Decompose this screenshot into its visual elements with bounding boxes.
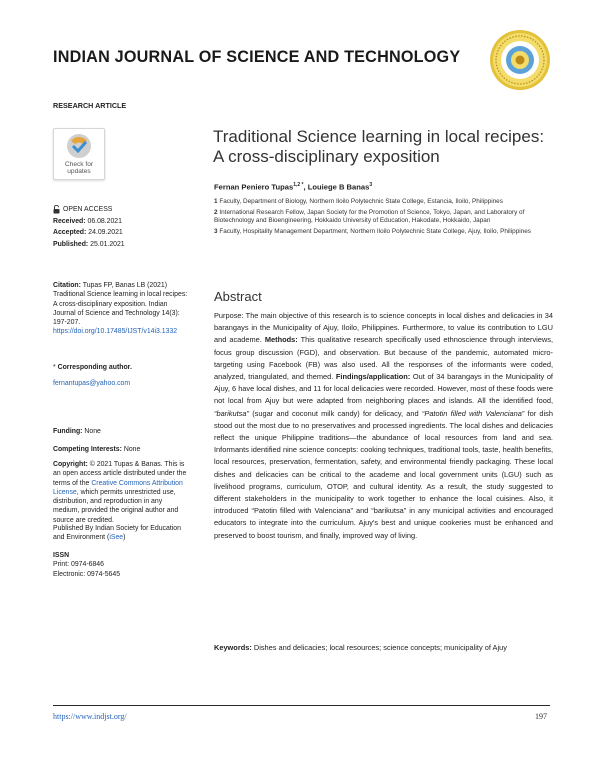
author-2-affiliation: 3 xyxy=(369,182,373,188)
citation-label: Citation: xyxy=(53,282,81,289)
publisher-text: Published By Indian Society for Education and Environment ( xyxy=(53,525,181,542)
affiliation-item: 1 Faculty, Department of Biology, Northern Iloilo Polytechnic State College, Estancia, Iloilo, Philippines xyxy=(214,198,503,205)
crossmark-label-line2: updates xyxy=(67,168,91,176)
published-date: 25.01.2021 xyxy=(90,240,125,248)
isee-link[interactable]: iSee xyxy=(109,534,124,542)
corresponding-author-block xyxy=(53,363,188,389)
methods-label: Methods: xyxy=(264,335,298,345)
abstract-heading: Abstract xyxy=(214,289,262,304)
journal-title: INDIAN JOURNAL OF SCIENCE AND TECHNOLOGY xyxy=(53,48,461,66)
findings-label: Findings/application: xyxy=(335,372,411,382)
open-access-row xyxy=(53,205,188,214)
article-title: Traditional Science learning in local recipes: A cross-disciplinary exposition xyxy=(213,127,545,166)
issn-print: Print: 0974-6846 xyxy=(53,561,104,569)
corresponding-marker: * xyxy=(53,364,56,371)
footer-divider xyxy=(53,705,550,706)
keywords-block xyxy=(214,642,553,654)
abstract-purpose: Purpose: The main objective of this research is to science concepts in local dishes and delicacies in 34 barangays in the Municipality of Ajuy, Iloilo, Philippines. Furthermore, to value its contribution to LGU and academe. xyxy=(214,311,553,345)
patotin-term: “Patotin filled with Valenciana” xyxy=(421,408,525,418)
competing-value: None xyxy=(123,446,141,453)
affiliations-list xyxy=(214,198,554,239)
issn-block xyxy=(53,551,188,579)
abstract-findings-2: (sugar and coconut milk candy) for delicacy, and xyxy=(252,408,419,418)
affiliation-item: 2 International Research Fellow, Japan Society for the Promotion of Science, Tokyo, Japan, and Laboratory of Biotechnology and Bioengineering, Hokkaido University of Education, Hakodate, Hokkaido, Japan xyxy=(214,208,525,225)
funding-value: None xyxy=(84,428,101,435)
received-label: Received: xyxy=(53,218,86,225)
journal-seal-logo xyxy=(489,29,551,91)
barikutsa-term: “barikutsa” xyxy=(214,408,249,418)
crossmark-icon xyxy=(54,130,104,162)
corresponding-email-link[interactable]: fernantupas@yahoo.com xyxy=(53,380,131,388)
copyright-block xyxy=(53,460,188,525)
published-label: Published: xyxy=(53,240,89,248)
author-2: Louiege B Banas xyxy=(307,182,370,192)
issn-electronic: Electronic: 0974-5645 xyxy=(53,570,121,578)
issn-label: ISSN xyxy=(53,552,70,559)
author-separator: , xyxy=(303,182,308,192)
competing-interests-line xyxy=(53,445,188,454)
abstract-methods: This qualitative research specifically used ethnoscience through interviews, focus group discussion (FGD), and observation. But because of the pandemic, automated micro-targeting using Facebook (FB) was also used. All the responses of the informants were coded, analyzed, triangulated, and themed. xyxy=(214,335,553,382)
abstract-findings-1: Out of 34 barangays in the Municipality of Ajuy, 6 have local dishes, and 11 for local delicacies were recorded. However, most of these foods were not local from Ajuy but were adapted from neighboring places and islands. All the identified food, xyxy=(214,372,553,406)
copyright-text-2: , which permits unrestricted use, distribution, and reproduction in any medium, provided the original author and source are credited. xyxy=(53,488,179,524)
article-dates xyxy=(53,217,188,251)
open-lock-icon xyxy=(53,205,60,214)
author-1-affiliation: 1,2 * xyxy=(293,182,304,188)
publisher-close: ) xyxy=(123,534,126,542)
copyright-label: Copyright: xyxy=(53,461,88,468)
keywords-label: Keywords: xyxy=(214,643,252,652)
citation-text: Tupas FP, Banas LB (2021) Traditional Science learning in local recipes: A cross-disciplinary exposition. Indian Journal of Science and Technology 14(3): 197-207. xyxy=(53,282,188,327)
funding-label: Funding: xyxy=(53,428,83,435)
competing-label: Competing Interests: xyxy=(53,446,122,453)
copyright-text-1: © 2021 Tupas & Banas. This is an open access article distributed under the terms of the xyxy=(53,461,187,487)
open-access-label: OPEN ACCESS xyxy=(63,206,113,213)
funding-line xyxy=(53,427,188,436)
article-type: RESEARCH ARTICLE xyxy=(53,101,127,110)
author-line xyxy=(214,182,372,192)
affiliation-item: 3 Faculty, Hospitality Management Department, Northern Iloilo Polytechnic State College, Ajuy, Iloilo, Philippines xyxy=(214,228,531,236)
abstract-findings-3: for dish stood out the most due to no preservatives and processed ingredients. The local dishes and delicacies reflect the unique Philippine traditions—the abundance of local resources from land and sea. Informants identified nine science concepts: cooking techniques, traditional tools, taste, health benefits, local resources, preservation, fermentation, safety, and environmental friendly packaging. These local dishes and delicacies can be critical to the academe and local government units (LGU) such as livelihood programs, curriculum, OTOP, and cultural identity. As a result, the study suggested to different stakeholders in the municipality to work together to enhance the local cuisines. Also, it introduced “Patotin filled with Valenciana” and “barikutsa” in any municipal activities and encouraged educators to integrate into the curriculum. Ajuy's best and unique cookeries must be enhanced and preserved to boost tourism, and finally, improved way of living. xyxy=(214,408,553,540)
check-for-updates-badge[interactable] xyxy=(53,128,105,180)
citation-block xyxy=(53,281,188,337)
keywords-text: Dishes and delicacies; local resources; science concepts; municipality of Ajuy xyxy=(253,643,507,652)
author-1: Fernan Peniero Tupas xyxy=(214,182,294,192)
accepted-label: Accepted: xyxy=(53,229,87,237)
corresponding-label: Corresponding author. xyxy=(57,364,132,371)
publisher-line xyxy=(53,524,188,543)
crossmark-label-line1: Check for xyxy=(64,161,94,168)
accepted-date: 24.09.2021 xyxy=(88,229,123,237)
footer-journal-link[interactable]: https://www.indjst.org/ xyxy=(53,712,127,721)
page-number: 197 xyxy=(535,712,547,721)
license-link[interactable]: Creative Commons Attribution License xyxy=(53,479,183,496)
doi-link[interactable]: https://doi.org/10.17485/IJST/v14i3.1332 xyxy=(53,328,178,336)
received-date: 06.08.2021 xyxy=(87,218,122,225)
abstract-body xyxy=(214,310,553,542)
